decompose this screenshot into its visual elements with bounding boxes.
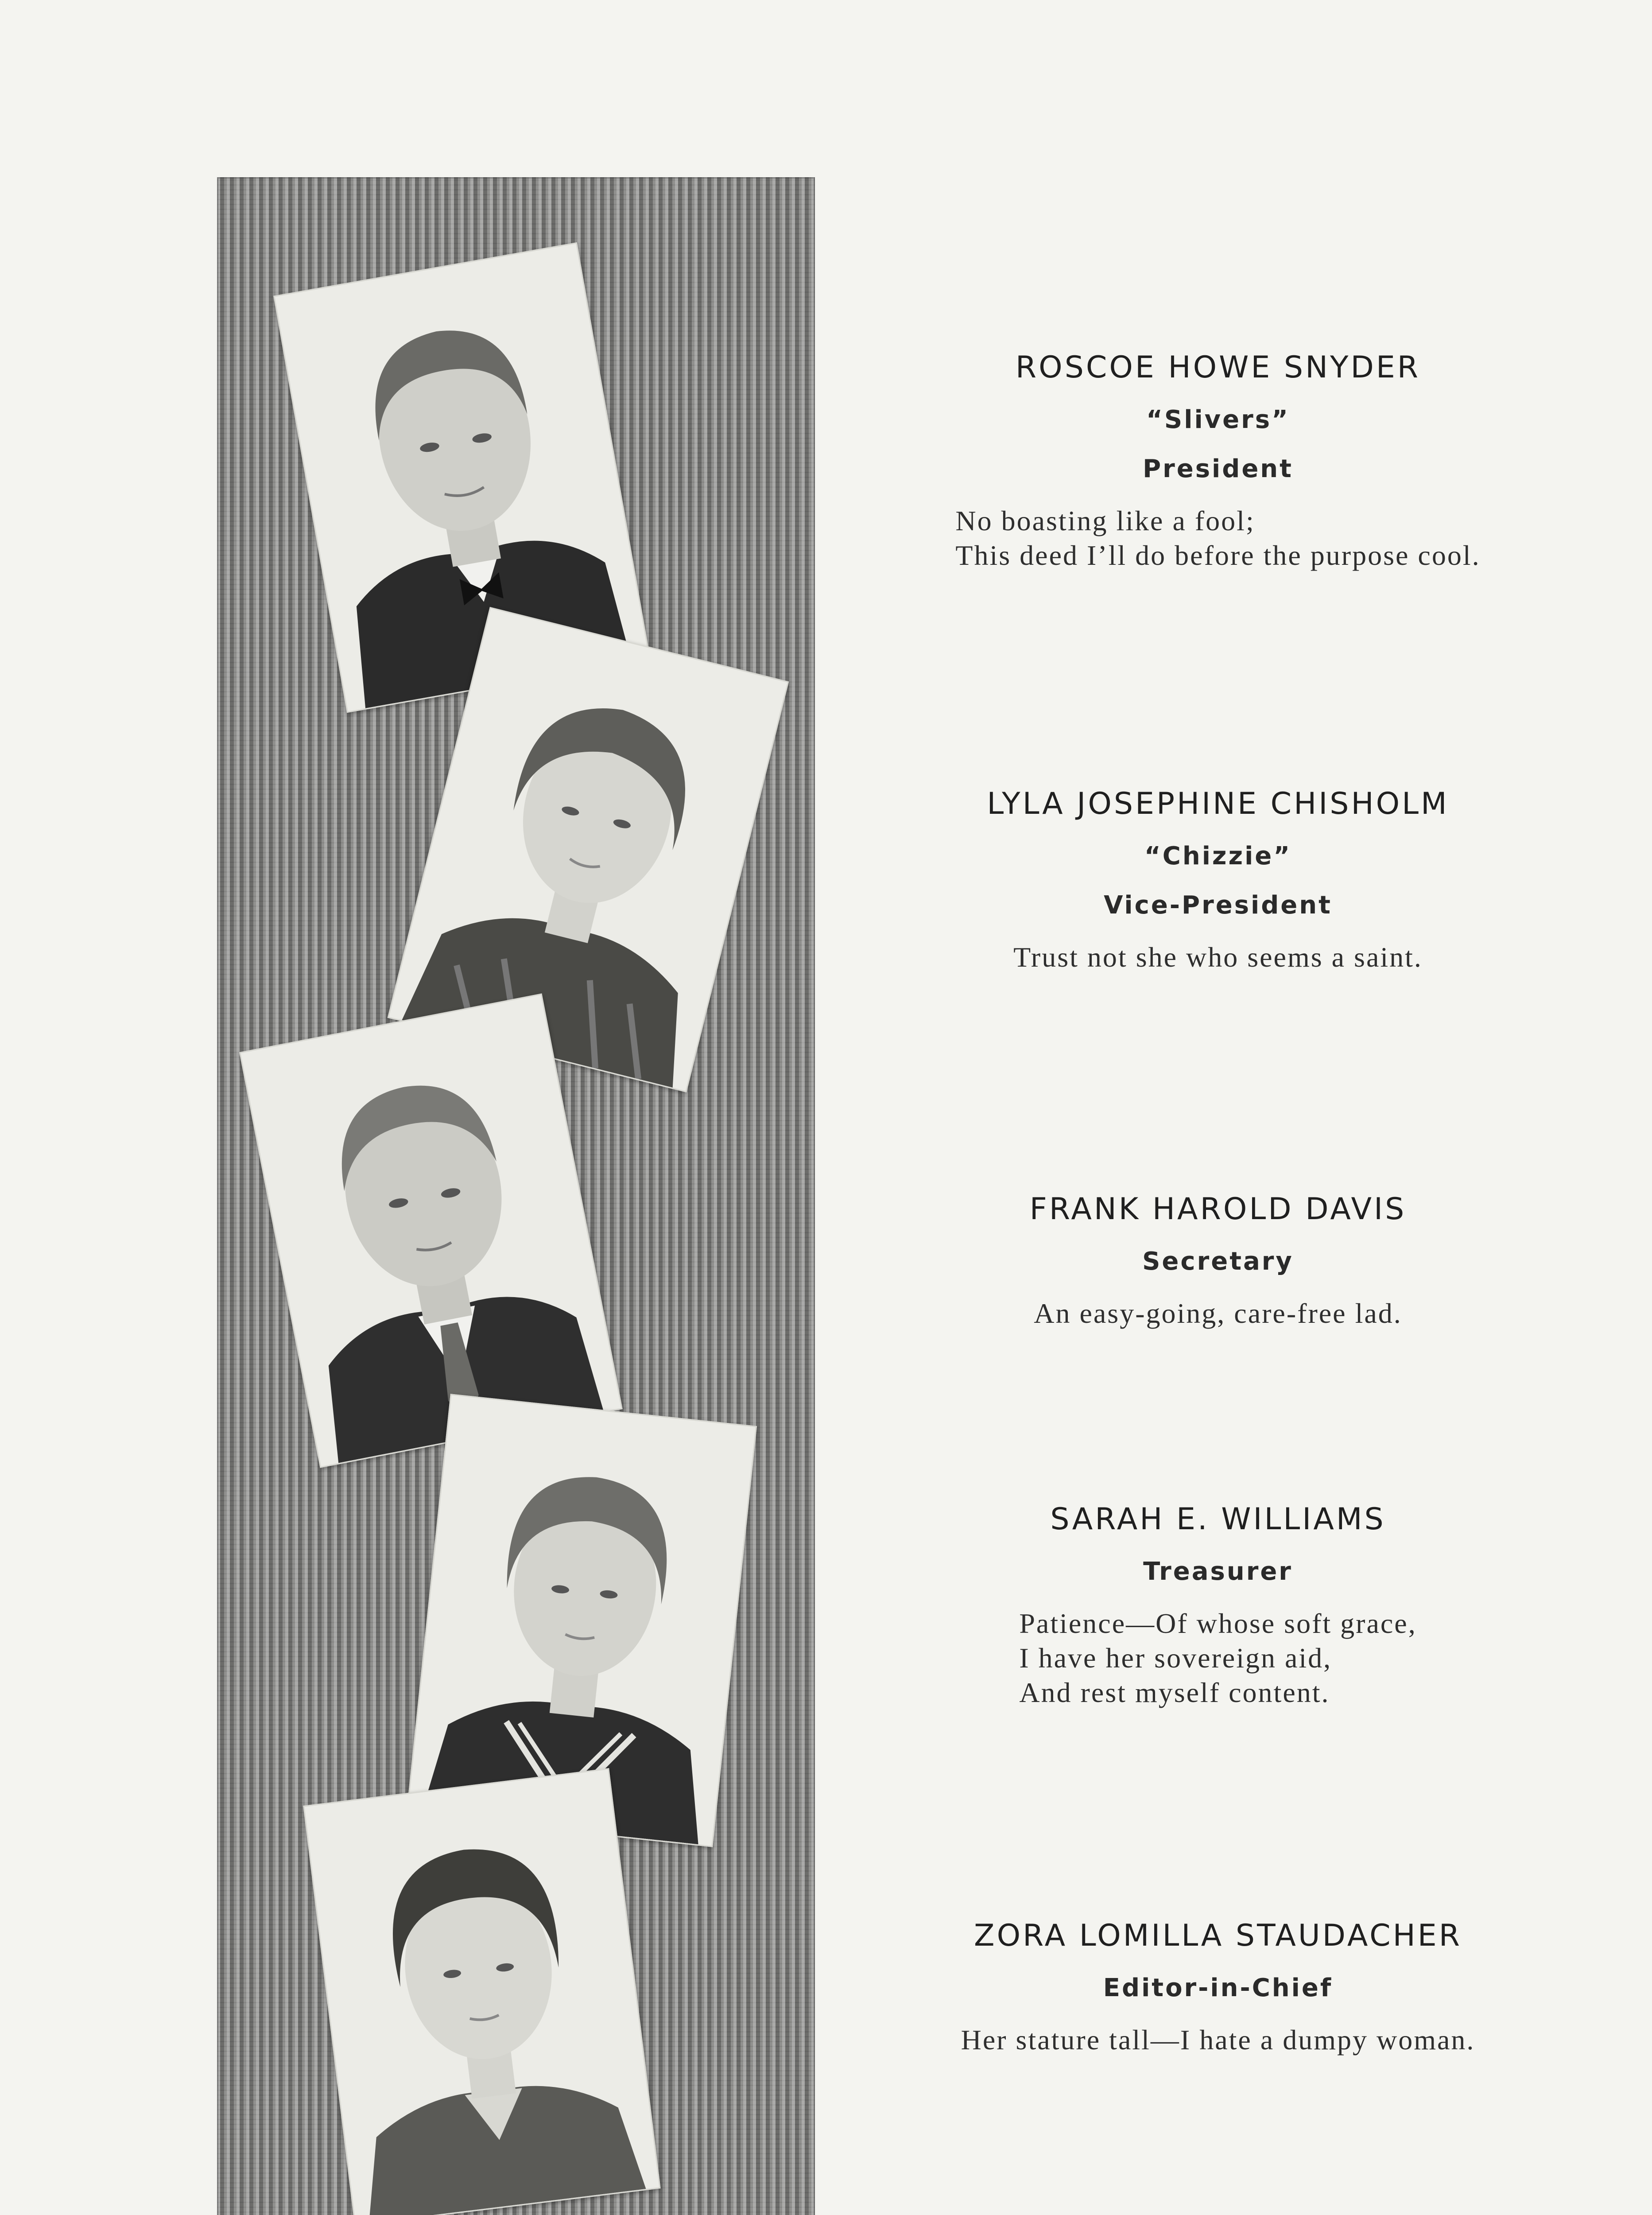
member-name: SARAH E. WILLIAMS bbox=[1050, 1502, 1386, 1537]
member-entry-chisholm bbox=[842, 786, 1594, 975]
portrait-photo-staudacher bbox=[303, 1768, 660, 2215]
quote-line: Trust not she who seems a saint. bbox=[1013, 941, 1423, 973]
member-quote bbox=[1034, 1296, 1402, 1331]
portrait-illustration-woman bbox=[305, 1769, 659, 2215]
quote-line: This deed I’ll do before the purpose cool. bbox=[955, 540, 1481, 571]
member-quote bbox=[1019, 1606, 1416, 1710]
member-nickname: “Slivers” bbox=[1146, 405, 1290, 434]
member-nickname: “Chizzie” bbox=[1144, 842, 1292, 870]
quote-line: Her stature tall—I hate a dumpy woman. bbox=[961, 2024, 1475, 2056]
member-office: Vice-President bbox=[1104, 891, 1332, 920]
member-name: LYLA JOSEPHINE CHISHOLM bbox=[987, 786, 1449, 821]
member-quote bbox=[961, 2023, 1475, 2057]
quote-line: No boasting like a fool; bbox=[955, 505, 1255, 536]
member-office: Editor-in-Chief bbox=[1103, 1974, 1333, 2002]
member-entry-davis bbox=[842, 1192, 1594, 1331]
member-entry-williams bbox=[842, 1502, 1594, 1710]
member-quote bbox=[955, 504, 1480, 573]
quote-line: I have her sovereign aid, bbox=[1019, 1642, 1332, 1674]
quote-line: And rest myself content. bbox=[1019, 1677, 1330, 1708]
member-quote bbox=[1013, 940, 1423, 975]
member-entry-staudacher bbox=[842, 1918, 1594, 2057]
quote-line: Patience—Of whose soft grace, bbox=[1019, 1608, 1417, 1639]
member-office: Secretary bbox=[1142, 1247, 1294, 1276]
member-office: President bbox=[1143, 455, 1293, 483]
member-name: ZORA LOMILLA STAUDACHER bbox=[974, 1918, 1462, 1953]
quote-line: An easy-going, care-free lad. bbox=[1034, 1298, 1402, 1329]
member-office: Treasurer bbox=[1143, 1557, 1293, 1586]
member-entry-snyder bbox=[842, 350, 1594, 573]
member-name: FRANK HAROLD DAVIS bbox=[1029, 1192, 1407, 1227]
member-name: ROSCOE HOWE SNYDER bbox=[1015, 350, 1421, 385]
